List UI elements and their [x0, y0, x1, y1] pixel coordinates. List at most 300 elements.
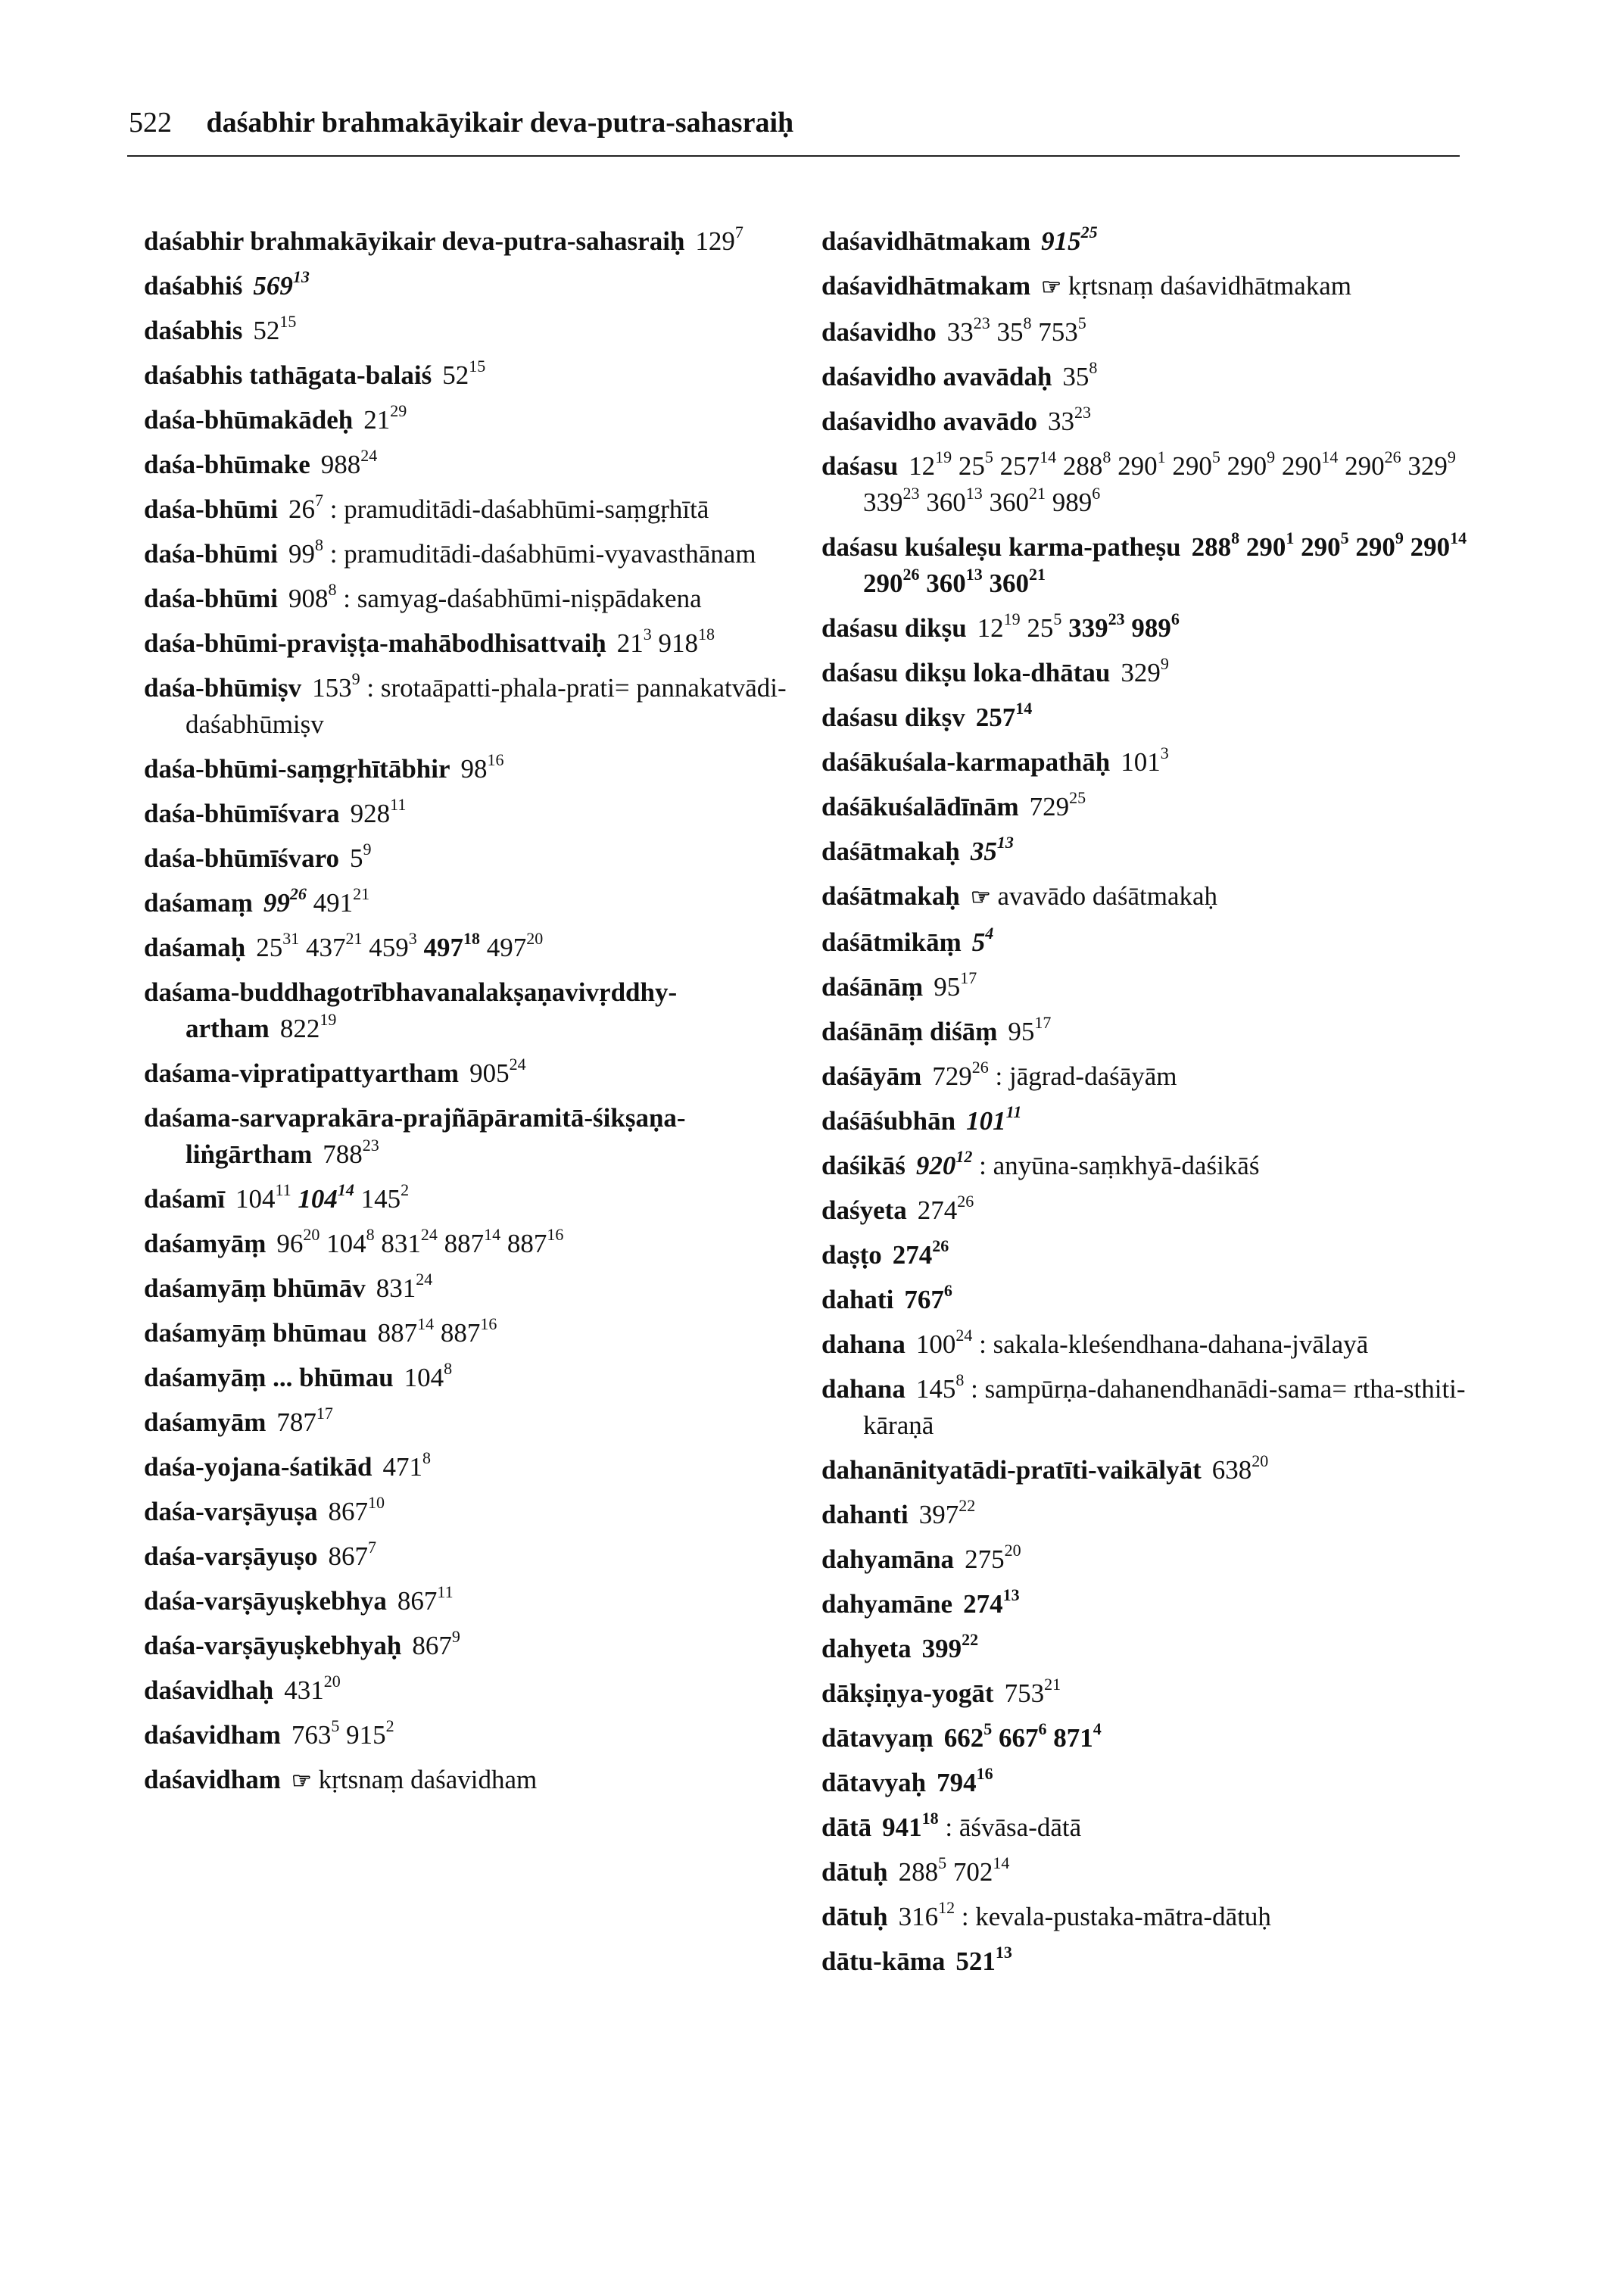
index-entry — [144, 1494, 825, 1530]
line-ref: 7 — [315, 491, 324, 510]
line-ref: 8 — [315, 535, 324, 555]
entry-lemma: dahanti — [821, 1500, 909, 1529]
entry-lemma: dahanānityatādi-pratīti-vaikālyāt — [821, 1455, 1202, 1485]
line-ref: 9 — [351, 669, 360, 689]
index-entry — [821, 1586, 1488, 1622]
line-ref: 13 — [965, 484, 983, 503]
index-entry — [821, 610, 1488, 647]
entry-refs — [915, 1147, 973, 1180]
index-entry — [821, 1809, 1488, 1846]
page-ref: $5^9$ — [350, 840, 372, 873]
line-ref: 16 — [480, 1314, 497, 1334]
page-ref: $887^{16}$ — [440, 1314, 497, 1348]
entry-lemma: daśikāś — [821, 1151, 906, 1180]
line-ref: 7 — [367, 1538, 376, 1557]
entry-lemma: dahati — [821, 1285, 894, 1314]
entry-lemma: dātavyaḥ — [821, 1768, 927, 1797]
line-ref: 22 — [959, 1496, 976, 1516]
line-ref: 6 — [1170, 609, 1180, 629]
line-ref: 18 — [463, 929, 480, 949]
line-ref: 26 — [902, 565, 920, 584]
index-entry — [144, 223, 825, 260]
line-ref: 21 — [1029, 484, 1046, 503]
page-ref: $831^{24}$ — [381, 1225, 438, 1258]
page-ref: $274^{26}$ — [892, 1236, 949, 1270]
entry-refs — [1008, 1013, 1052, 1046]
line-ref: 21 — [353, 884, 370, 904]
page-number: 522 — [129, 107, 172, 139]
entry-refs — [253, 312, 297, 345]
line-ref: 23 — [1108, 609, 1125, 629]
entry-refs — [616, 625, 715, 658]
entry-lemma: daśasu kuśaleṣu karma-patheṣu — [821, 532, 1181, 562]
line-ref: 13 — [292, 267, 310, 287]
entry-refs — [328, 1538, 376, 1571]
entry-lemma: daśa-bhūmakādeḥ — [144, 405, 354, 435]
line-ref: 5 — [1340, 528, 1349, 548]
running-header — [129, 106, 793, 139]
page-ref: $275^{20}$ — [965, 1541, 1021, 1574]
page-ref: $831^{24}$ — [376, 1270, 433, 1303]
entry-lemma: daśāyām — [821, 1061, 922, 1091]
entry-refs — [882, 1809, 939, 1842]
entry-refs — [412, 1627, 460, 1660]
page-ref: $887^{14}$ — [377, 1314, 435, 1348]
index-entry — [144, 1360, 825, 1396]
index-entry — [821, 1326, 1488, 1363]
entry-refs — [965, 1541, 1021, 1574]
page-ref: $290^{14}$ — [1281, 447, 1339, 481]
page-ref: $867^{11}$ — [397, 1582, 454, 1616]
page-ref: $437^{21}$ — [305, 929, 363, 962]
index-entry — [821, 1103, 1488, 1139]
page-ref: $794^{16}$ — [937, 1764, 993, 1797]
line-ref: 20 — [1004, 1541, 1021, 1560]
page-ref: $290^1$ — [1245, 528, 1295, 562]
entry-lemma: daśamyāṃ bhūmau — [144, 1318, 367, 1348]
page-ref: $290^9$ — [1355, 528, 1404, 562]
entry-refs — [320, 446, 378, 479]
line-ref: 9 — [1447, 447, 1456, 467]
entry-refs — [376, 1270, 433, 1303]
index-entry — [144, 581, 825, 617]
entry-lemma: daśa-varṣāyuṣa — [144, 1497, 318, 1526]
entry-lemma: daśavidho — [821, 317, 937, 347]
page-ref: $290^1$ — [1117, 447, 1166, 481]
index-entry — [821, 1014, 1488, 1050]
page-ref: $100^{24}$ — [915, 1326, 973, 1359]
line-ref: 9 — [1160, 654, 1169, 674]
line-ref: 26 — [957, 1192, 974, 1211]
entry-refs — [917, 1192, 974, 1225]
page-ref: $52^{15}$ — [442, 357, 486, 390]
page-ref: $104^8$ — [404, 1359, 453, 1392]
line-ref: 14 — [993, 1853, 1010, 1873]
index-entry — [144, 1100, 825, 1173]
index-entry — [144, 1226, 825, 1262]
line-ref: 23 — [902, 484, 920, 503]
entry-lemma: dātuḥ — [821, 1857, 888, 1887]
index-entry — [821, 1371, 1488, 1444]
page-ref: $104^{11}$ — [235, 1180, 291, 1214]
entry-refs — [288, 491, 324, 524]
entry-lemma: daśa-bhūmi — [144, 494, 279, 524]
page-ref: $459^3$ — [369, 929, 417, 962]
line-ref: 23 — [973, 313, 990, 333]
entry-lemma: dātā — [821, 1812, 872, 1842]
page-ref: $288^8$ — [1062, 447, 1111, 481]
entry-refs — [975, 699, 1033, 732]
line-ref: 11 — [437, 1582, 454, 1602]
entry-refs — [921, 1630, 979, 1663]
entry-lemma: daśātmikāṃ — [821, 927, 962, 957]
page-ref: $33^{23}$ — [946, 313, 990, 347]
entry-lemma: daśa-bhūmake — [144, 450, 310, 479]
entry-lemma: daśa-bhūmi — [144, 584, 279, 613]
page-ref: $290^{14}$ — [1410, 528, 1467, 562]
line-ref: 23 — [362, 1136, 379, 1155]
line-ref: 16 — [487, 750, 504, 770]
page-ref: $288^5$ — [898, 1853, 947, 1887]
entry-lemma: dātavyaṃ — [821, 1723, 934, 1753]
line-ref: 11 — [1005, 1102, 1022, 1122]
page-ref: $33^{23}$ — [1047, 403, 1091, 436]
index-entry — [821, 655, 1488, 691]
entry-refs — [955, 1943, 1012, 1976]
page-ref: $918^{18}$ — [658, 625, 715, 658]
page-ref: $99^8$ — [288, 535, 324, 569]
entry-lemma: dākṣiṇya-yogāt — [821, 1678, 994, 1708]
entry-refs — [1211, 1451, 1269, 1485]
page-ref: $497^{18}$ — [423, 929, 480, 962]
page-ref: $867^9$ — [412, 1627, 460, 1660]
line-ref: 15 — [279, 312, 297, 332]
line-ref: 6 — [943, 1281, 952, 1301]
line-ref: 1 — [1157, 447, 1166, 467]
cross-reference: : samyag-daśabhūmi-niṣpādakena — [343, 584, 702, 613]
entry-lemma: daśama-sarvaprakāra-prajñāpāramitā-śikṣaṇa-liṅgārtham — [144, 1103, 686, 1169]
entry-lemma: daśātmakaḥ — [821, 881, 960, 911]
entry-lemma: dahana — [821, 1329, 906, 1359]
line-ref: 11 — [275, 1180, 291, 1200]
page-ref: $339^{23}$ — [1068, 609, 1125, 643]
line-ref: 12 — [955, 1147, 973, 1167]
entry-refs — [963, 1585, 1020, 1619]
line-ref: 5 — [983, 1719, 993, 1739]
line-ref: 14 — [1015, 699, 1033, 718]
page-ref: $153^9$ — [312, 669, 360, 703]
entry-refs — [404, 1359, 453, 1392]
page-ref: $667^6$ — [999, 1719, 1047, 1753]
entry-refs — [977, 609, 1180, 643]
line-ref: 9 — [363, 840, 372, 859]
index-entry — [144, 447, 825, 483]
entry-lemma: daśabhis — [144, 316, 243, 345]
pointing-hand-icon: ☞ — [291, 1769, 312, 1794]
line-ref: 22 — [962, 1630, 979, 1650]
index-entry — [144, 1538, 825, 1575]
entry-refs — [350, 840, 372, 873]
entry-lemma: daśavidhaḥ — [144, 1675, 274, 1705]
entry-lemma: daśyeta — [821, 1195, 907, 1225]
page-ref: $35^8$ — [1062, 358, 1098, 391]
line-ref: 23 — [1074, 403, 1091, 422]
index-entry — [821, 700, 1488, 736]
index-entry — [821, 1943, 1488, 1980]
page-ref: $35^8$ — [996, 313, 1032, 347]
line-ref: 8 — [422, 1448, 431, 1468]
entry-refs — [377, 1314, 497, 1348]
entry-refs — [1029, 788, 1086, 821]
index-entry — [821, 1720, 1488, 1756]
page-ref: $290^{26}$ — [863, 565, 920, 598]
index-entry — [144, 1449, 825, 1485]
page-ref: $329^9$ — [1121, 654, 1169, 687]
line-ref: 5 — [331, 1716, 340, 1736]
line-ref: 31 — [282, 929, 300, 949]
page-ref: $25^{31}$ — [256, 929, 300, 962]
page-ref: $360^{13}$ — [926, 565, 983, 598]
entry-refs — [863, 447, 1456, 517]
index-entry — [821, 924, 1488, 961]
index-entry — [144, 1628, 825, 1664]
entry-lemma: dahana — [821, 1374, 906, 1404]
entry-refs — [263, 884, 370, 918]
page-ref: $25^5$ — [958, 447, 993, 481]
index-entry — [144, 1762, 825, 1800]
page-ref: $288^8$ — [1191, 528, 1240, 562]
entry-refs — [363, 401, 407, 435]
page-ref: $989^6$ — [1052, 484, 1101, 517]
entry-lemma: daśamyāṃ — [144, 1229, 267, 1258]
line-ref: 8 — [1089, 358, 1098, 378]
index-entry — [821, 834, 1488, 870]
page-ref: $52^{15}$ — [253, 312, 297, 345]
index-entry — [821, 314, 1488, 351]
cross-reference: : kevala-pustaka-mātra-dātuḥ — [961, 1902, 1271, 1931]
line-ref: 8 — [1231, 528, 1240, 548]
page-ref: $702^{14}$ — [952, 1853, 1010, 1887]
entry-lemma: daśasu — [821, 451, 899, 481]
page-ref: $915^{25}$ — [1041, 223, 1098, 256]
line-ref: 14 — [1040, 447, 1057, 467]
entry-refs — [934, 968, 977, 1002]
line-ref: 8 — [444, 1359, 453, 1379]
cross-reference: : āśvāsa-dātā — [945, 1812, 1082, 1842]
line-ref: 1 — [1286, 528, 1295, 548]
line-ref: 20 — [303, 1225, 320, 1245]
index-entry — [821, 1631, 1488, 1667]
line-ref: 29 — [390, 401, 407, 421]
page-ref: $290^{26}$ — [1345, 447, 1401, 481]
page-ref: $941^{18}$ — [882, 1809, 939, 1842]
page-ref: $988^{24}$ — [320, 446, 378, 479]
line-ref: 4 — [985, 924, 994, 943]
entry-lemma: daśamyāṃ bhūmāv — [144, 1273, 366, 1303]
entry-lemma: daśātmakaḥ — [821, 837, 960, 866]
line-ref: 25 — [1069, 788, 1086, 808]
entry-refs — [932, 1058, 989, 1091]
cross-reference: : srotaāpatti-phala-prati= pannakatvādi-daśabhūmiṣv — [185, 673, 787, 739]
entry-lemma: dātuḥ — [821, 1902, 888, 1931]
entry-lemma: daśa-bhūmīśvara — [144, 799, 340, 828]
line-ref: 5 — [1211, 447, 1220, 467]
page-ref: $753^5$ — [1038, 313, 1086, 347]
cross-reference: kṛtsnaṃ daśavidhātmakam — [1068, 271, 1352, 301]
page-ref: $104^{14}$ — [298, 1180, 354, 1214]
index-entry — [821, 878, 1488, 916]
page-ref: $569^{13}$ — [253, 267, 310, 301]
entry-refs — [469, 1055, 526, 1088]
entry-refs — [276, 1225, 564, 1258]
index-entry — [821, 1675, 1488, 1712]
entry-refs — [1121, 654, 1169, 687]
entry-lemma: daśa-varṣāyuṣkebhya — [144, 1586, 387, 1616]
index-entry — [821, 1192, 1488, 1229]
line-ref: 2 — [385, 1716, 394, 1736]
page-ref: $915^2$ — [346, 1716, 394, 1750]
entry-refs — [235, 1180, 410, 1214]
entry-lemma: daśa-bhūmiṣv — [144, 673, 302, 703]
page-ref: $95^{17}$ — [1008, 1013, 1052, 1046]
page-ref: $867^{10}$ — [328, 1493, 385, 1526]
entry-refs — [915, 1326, 973, 1359]
line-ref: 5 — [984, 447, 993, 467]
index-entry — [821, 1452, 1488, 1488]
line-ref: 8 — [1023, 313, 1032, 333]
line-ref: 5 — [1077, 313, 1086, 333]
index-entry — [144, 536, 825, 572]
page-ref: $12^{19}$ — [977, 609, 1021, 643]
page-ref: $397^{22}$ — [918, 1496, 976, 1529]
entry-refs — [1047, 403, 1091, 436]
page-ref: $887^{14}$ — [444, 1225, 501, 1258]
cross-reference: : pramuditādi-daśabhūmi-saṃgṛhītā — [329, 494, 709, 524]
line-ref: 9 — [451, 1627, 460, 1647]
index-entry — [144, 885, 825, 921]
index-entry — [144, 670, 825, 743]
page-ref: $360^{21}$ — [989, 565, 1046, 598]
cross-reference: : pramuditādi-daśabhūmi-vyavasthānam — [329, 539, 756, 569]
index-entry — [144, 1672, 825, 1709]
entry-lemma: daśamaṃ — [144, 888, 253, 918]
page-ref: $21^{29}$ — [363, 401, 407, 435]
entry-refs — [284, 1672, 341, 1705]
page-ref: $497^{20}$ — [486, 929, 544, 962]
line-ref: 9 — [1267, 447, 1276, 467]
page-ref: $521^{13}$ — [955, 1943, 1012, 1976]
page-ref: $274^{26}$ — [917, 1192, 974, 1225]
index-entry — [144, 491, 825, 528]
entry-refs — [943, 1719, 1102, 1753]
cross-reference: kṛtsnaṃ daśavidham — [318, 1765, 538, 1794]
entry-lemma: daśavidhātmakam — [821, 226, 1031, 256]
line-ref: 10 — [367, 1493, 385, 1513]
index-entry — [821, 529, 1488, 602]
line-ref: 14 — [417, 1314, 435, 1334]
entry-lemma: dahyamāne — [821, 1589, 953, 1619]
line-ref: 25 — [1080, 223, 1098, 242]
page-ref: $290^9$ — [1227, 447, 1276, 481]
entry-refs — [1041, 223, 1098, 256]
index-entry — [144, 751, 825, 787]
page-ref: $257^{14}$ — [999, 447, 1057, 481]
line-ref: 19 — [1003, 609, 1021, 629]
line-ref: 24 — [360, 446, 378, 466]
entry-refs — [898, 1853, 1010, 1887]
entry-lemma: daśabhir brahmakāyikair deva-putra-sahasraiḥ — [144, 226, 685, 256]
entry-refs — [460, 750, 504, 784]
cross-reference: : sakala-kleśendhana-dahana-jvālayā — [979, 1329, 1369, 1359]
line-ref: 3 — [1160, 743, 1169, 763]
index-entry — [821, 404, 1488, 440]
pointing-hand-icon: ☞ — [1041, 275, 1062, 300]
page-ref: $25^5$ — [1027, 609, 1062, 643]
line-ref: 20 — [526, 929, 544, 949]
page-ref: $989^6$ — [1131, 609, 1180, 643]
index-entry — [144, 1055, 825, 1092]
entry-lemma: daśamī — [144, 1184, 225, 1214]
entry-refs — [323, 1136, 379, 1169]
page-ref: $729^{26}$ — [932, 1058, 989, 1091]
index-entry — [821, 1765, 1488, 1801]
line-ref: 4 — [1093, 1719, 1102, 1739]
entry-lemma: daśa-bhūmi-saṃgṛhītābhir — [144, 754, 450, 784]
entry-lemma: daśānāṃ diśāṃ — [821, 1017, 998, 1046]
index-entry — [144, 357, 825, 394]
page-ref: $26^7$ — [288, 491, 324, 524]
line-ref: 16 — [547, 1225, 564, 1245]
entry-lemma: daśavidham — [144, 1765, 281, 1794]
page-ref: $471^8$ — [382, 1448, 431, 1482]
line-ref: 3 — [408, 929, 417, 949]
page-ref: $339^{23}$ — [863, 484, 920, 517]
line-ref: 6 — [1092, 484, 1101, 503]
entry-lemma: daśa-varṣāyuṣkebhyaḥ — [144, 1631, 402, 1660]
entry-refs — [971, 924, 994, 957]
index-entry — [821, 789, 1488, 825]
line-ref: 5 — [938, 1853, 947, 1873]
entry-refs — [966, 1102, 1022, 1136]
page-ref: $145^8$ — [915, 1370, 965, 1404]
page-ref: $316^{12}$ — [898, 1898, 955, 1931]
line-ref: 3 — [643, 625, 652, 644]
page-ref: $360^{13}$ — [926, 484, 983, 517]
entry-refs — [350, 795, 407, 828]
entry-lemma: daśamyām — [144, 1407, 267, 1437]
index-entry — [821, 223, 1488, 260]
entry-lemma: daśa-bhūmi-praviṣṭa-mahābodhisattvaiḥ — [144, 628, 606, 658]
line-ref: 7 — [734, 223, 743, 242]
entry-lemma: daśama-vipratipattyartham — [144, 1058, 460, 1088]
entry-lemma: daśasu dikṣu loka-dhātau — [821, 658, 1111, 687]
page-ref: $35^{13}$ — [970, 833, 1014, 866]
page-ref: $822^{19}$ — [279, 1010, 337, 1043]
page-ref: $491^{21}$ — [313, 884, 370, 918]
line-ref: 19 — [320, 1010, 337, 1030]
index-entry — [144, 840, 825, 877]
entry-lemma: daśama-buddhagotrībhavanalakṣaṇavivṛddhy-artham — [144, 977, 678, 1043]
index-entry — [144, 1404, 825, 1441]
entry-refs — [397, 1582, 454, 1616]
entry-refs — [898, 1898, 955, 1931]
entry-refs — [1004, 1675, 1061, 1708]
line-ref: 2 — [401, 1180, 410, 1200]
index-entry — [144, 796, 825, 832]
entry-refs — [915, 1370, 965, 1404]
entry-lemma: daśabhiś — [144, 271, 243, 301]
line-ref: 13 — [996, 833, 1014, 852]
